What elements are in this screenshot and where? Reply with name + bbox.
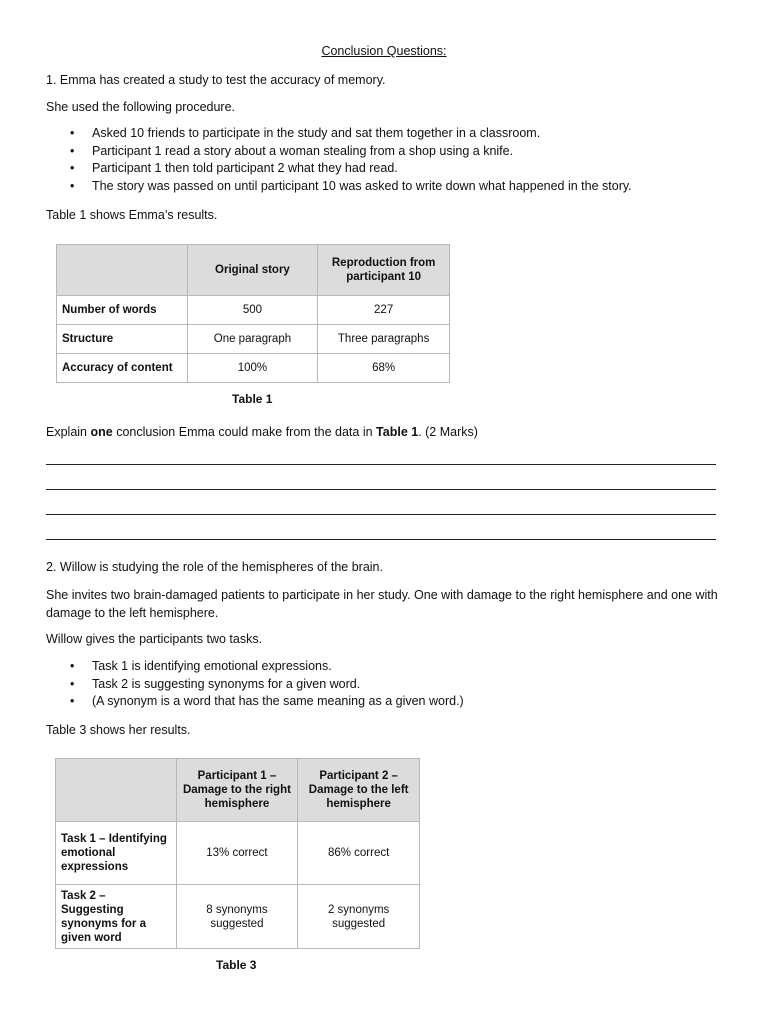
table-row <box>57 354 450 383</box>
table-1-cell: 100% <box>187 354 318 383</box>
q1-prompt <box>46 423 478 441</box>
table-1-caption: Table 1 <box>232 392 273 406</box>
page-title: Conclusion Questions: <box>321 44 447 58</box>
q1-bullet: • Participant 1 read a story about a woman stealing from a shop using a knife. <box>46 143 632 161</box>
table-3-col-header: Participant 1 – Damage to the right hemisphere <box>176 759 298 822</box>
table-1-corner-cell <box>57 245 188 296</box>
table-1-col-header: Reproduction from participant 10 <box>318 245 450 296</box>
table-row <box>57 296 450 325</box>
table-3-col-header: Participant 2 – Damage to the left hemisphere <box>298 759 420 822</box>
table-1-cell: Three paragraphs <box>318 325 450 354</box>
q2-bullet: • Task 1 is identifying emotional expressions. <box>46 658 464 676</box>
q2-task-list <box>46 658 464 711</box>
table-1-cell: 227 <box>318 296 450 325</box>
answer-line[interactable] <box>46 539 716 540</box>
q1-procedure-list <box>46 125 632 195</box>
table-3-row-label: Task 2 – Suggesting synonyms for a given word <box>56 885 177 949</box>
table-3-cell: 86% correct <box>298 822 420 885</box>
q1-prompt-table-ref: Table 1 <box>376 425 419 439</box>
table-1-col-header: Original story <box>187 245 318 296</box>
q2-bullet: • Task 2 is suggesting synonyms for a given word. <box>46 676 464 694</box>
table-3-corner-cell <box>56 759 177 822</box>
table-1-header-row <box>57 245 450 296</box>
table-1-row-label: Accuracy of content <box>57 354 188 383</box>
answer-line[interactable] <box>46 464 716 465</box>
table-row <box>56 822 420 885</box>
table-3-cell: 13% correct <box>176 822 298 885</box>
table-1-row-label: Structure <box>57 325 188 354</box>
table-3-cell: 8 synonyms suggested <box>176 885 298 949</box>
q2-invite: She invites two brain-damaged patients to participate in her study. One with damage to the right hemisphere and one with damage to the left hemisphere. <box>46 588 718 620</box>
q1-table-intro: Table 1 shows Emma’s results. <box>46 208 218 222</box>
q2-table-intro: Table 3 shows her results. <box>46 723 191 737</box>
table-3 <box>55 758 420 949</box>
q1-procedure-intro: She used the following procedure. <box>46 100 236 114</box>
table-3-row-label: Task 1 – Identifying emotional expressions <box>56 822 177 885</box>
q1-bullet: • Asked 10 friends to participate in the study and sat them together in a classroom. <box>46 125 632 143</box>
table-3-header-row <box>56 759 420 822</box>
table-1-cell: One paragraph <box>187 325 318 354</box>
q1-prompt-pre: Explain <box>46 425 91 439</box>
table-1-cell: 500 <box>187 296 318 325</box>
answer-line[interactable] <box>46 514 716 515</box>
answer-line[interactable] <box>46 489 716 490</box>
table-1 <box>56 244 450 383</box>
q1-bullet: • The story was passed on until participant 10 was asked to write down what happened in the story. <box>46 178 632 196</box>
q1-prompt-mid: conclusion Emma could make from the data in <box>112 425 377 439</box>
q2-intro: 2. Willow is studying the role of the hemispheres of the brain. <box>46 560 383 574</box>
table-row <box>56 885 420 949</box>
table-row <box>57 325 450 354</box>
q1-prompt-emphasis: one <box>90 425 113 439</box>
table-3-cell: 2 synonyms suggested <box>298 885 420 949</box>
table-1-row-label: Number of words <box>57 296 188 325</box>
q1-intro: 1. Emma has created a study to test the accuracy of memory. <box>46 73 386 87</box>
q1-prompt-post: . (2 Marks) <box>418 425 478 439</box>
table-3-caption: Table 3 <box>216 958 257 972</box>
q2-tasks-intro: Willow gives the participants two tasks. <box>46 632 263 646</box>
q1-bullet: • Participant 1 then told participant 2 what they had read. <box>46 160 632 178</box>
q2-bullet: • (A synonym is a word that has the same meaning as a given word.) <box>46 693 464 711</box>
table-1-cell: 68% <box>318 354 450 383</box>
